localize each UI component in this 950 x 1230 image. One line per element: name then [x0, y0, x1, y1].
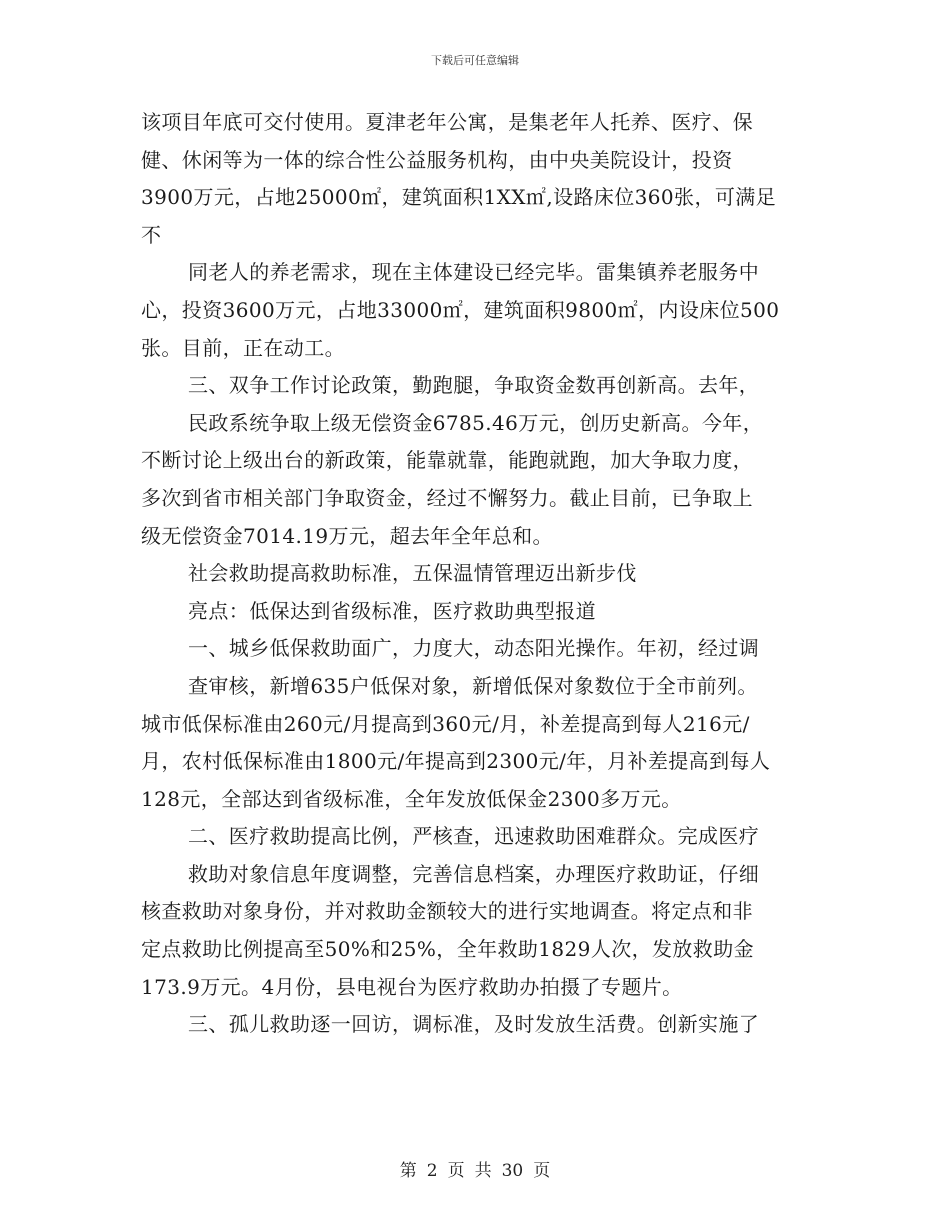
- paragraph-line: 该项目年底可交付使用。夏津老年公寓，是集老年人托养、医疗、保: [141, 110, 753, 134]
- paragraph-line: 173.9万元。4月份，县电视台为医疗救助办拍摄了专题片。: [141, 974, 683, 999]
- paragraph-line: 二、医疗救助提高比例，严核查，迅速救助困难群众。完成医疗: [188, 824, 760, 849]
- current-page-number: 2: [426, 1161, 438, 1181]
- paragraph-line: 多次到省市相关部门争取资金，经过不懈努力。截止目前，已争取上: [141, 485, 753, 510]
- document-body: [141, 104, 821, 1044]
- page-header: 下载后可任意编辑: [431, 54, 519, 67]
- paragraph-line: 查审核，新增635户低保对象，新增低保对象数位于全市前列。: [188, 673, 758, 698]
- paragraph-line: 定点救助比例提高至50%和25%，全年救助1829人次，发放救助金: [141, 937, 755, 962]
- paragraph-line: 张。目前，正在动工。: [141, 335, 345, 360]
- footer-prefix: 第: [399, 1161, 417, 1181]
- paragraph-line: 3900万元，占地25000㎡，建筑面积1XX㎡,设路床位360张，可满足: [141, 185, 777, 210]
- paragraph-line: 民政系统争取上级无偿资金6785.46万元，创历史新高。今年，: [188, 410, 764, 435]
- section-heading: 社会救助提高救助标准，五保温情管理迈出新步伐: [188, 561, 637, 586]
- paragraph-line: 一、城乡低保救助面广，力度大，动态阳光操作。年初，经过调: [188, 636, 760, 661]
- page-footer: [0, 1156, 950, 1181]
- paragraph-line: 城市低保标准由260元/月提高到360元/月，补差提高到每人216元/: [141, 711, 750, 736]
- paragraph-line: 级无偿资金7014.19万元，超去年全年总和。: [141, 523, 553, 548]
- total-pages-number: 30: [501, 1161, 524, 1181]
- footer-page-word: 页: [447, 1161, 465, 1181]
- footer-total-word: 共: [474, 1161, 492, 1181]
- paragraph-line: 不断讨论上级出台的新政策，能靠就靠，能跑就跑，加大争取力度，: [141, 448, 753, 473]
- paragraph-line: 心，投资3600万元，占地33000㎡，建筑面积9800㎡，内设床位500: [141, 297, 780, 322]
- paragraph-line: 月，农村低保标准由1800元/年提高到2300元/年，月补差提高到每人: [141, 749, 771, 774]
- footer-suffix: 页: [533, 1161, 551, 1181]
- paragraph-line: 同老人的养老需求，现在主体建设已经完毕。雷集镇养老服务中: [188, 260, 760, 285]
- paragraph-line: 128元，全部达到省级标准，全年发放低保金2300多万元。: [141, 786, 682, 811]
- highlight-line: 亮点：低保达到省级标准，医疗救助典型报道: [188, 598, 596, 623]
- paragraph-line: 不: [141, 222, 162, 247]
- paragraph-line: 核查救助对象身份，并对救助金额较大的进行实地调查。将定点和非: [141, 899, 753, 924]
- paragraph-line: 健、休闲等为一体的综合性公益服务机构，由中央美院设计，投资: [141, 147, 733, 172]
- paragraph-line: 三、孤儿救助逐一回访，调标准，及时发放生活费。创新实施了: [188, 1012, 760, 1037]
- paragraph-line: 救助对象信息年度调整，完善信息档案，办理医疗救助证，仔细: [188, 861, 760, 886]
- paragraph-line: 三、双争工作讨论政策，勤跑腿，争取资金数再创新高。去年，: [188, 373, 760, 398]
